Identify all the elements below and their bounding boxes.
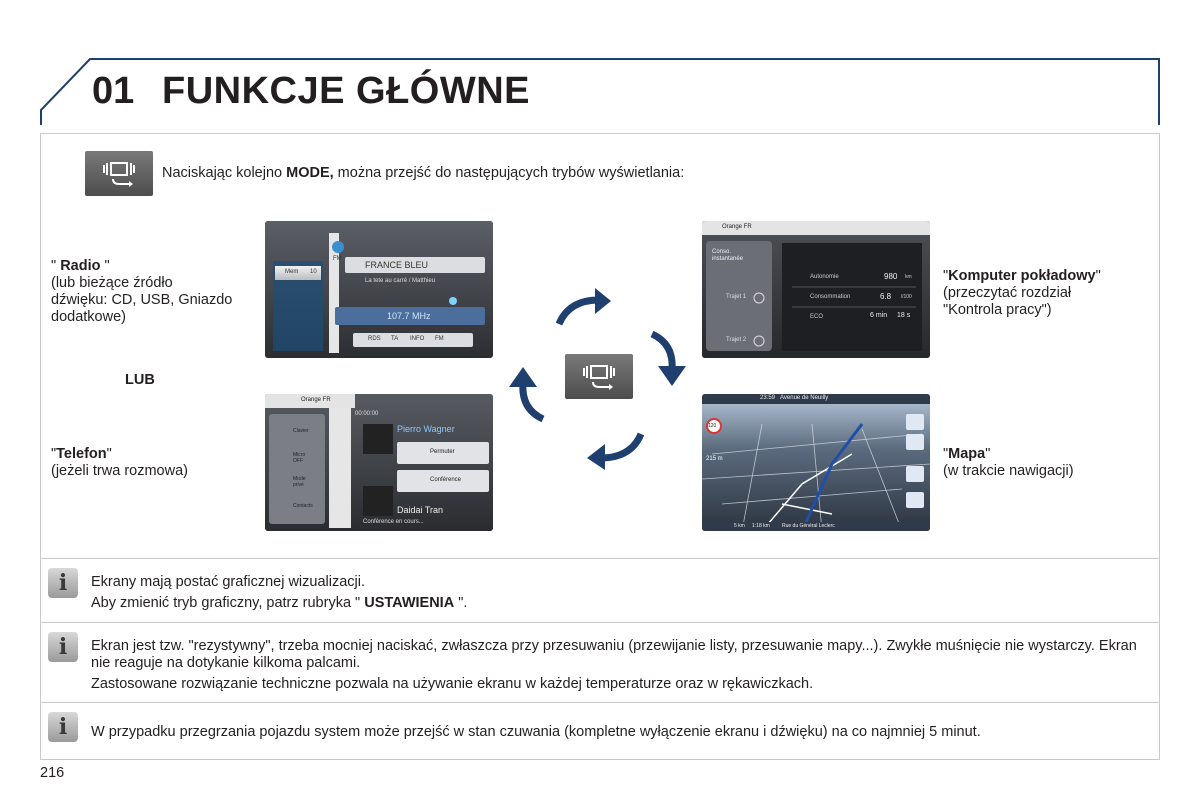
- map-time: 23:59: [760, 395, 776, 401]
- radio-screen: [265, 221, 493, 358]
- arrow-bottom-icon: [585, 430, 645, 470]
- phone-menu-private: Mode privé: [293, 476, 306, 488]
- page-number: 216: [40, 765, 65, 781]
- radio-station: FRANCE BLEU: [365, 260, 429, 270]
- mode-button-center-icon: [565, 354, 633, 399]
- arrow-right-icon: [648, 330, 690, 388]
- radio-memo-label: Mem: [285, 269, 299, 275]
- radio-label: " Radio " (lub bieżące źródło dźwięku: CD, USB, Gniazdo dodatkowe): [51, 258, 233, 325]
- phone-label: "Telefon" (jeżeli trwa rozmowa): [51, 446, 188, 479]
- computer-row-1-value: 980: [884, 272, 898, 281]
- computer-row-1-label: Autonomie: [810, 274, 839, 280]
- phone-action-switch: Permuter: [430, 449, 455, 455]
- map-label: "Mapa" (w trakcie nawigacji): [943, 446, 1074, 479]
- info-icon: i: [48, 632, 78, 662]
- phone-menu-keypad: Clavier: [293, 428, 309, 434]
- arrow-left-icon: [505, 365, 547, 423]
- radio-band: FM: [333, 256, 342, 262]
- map-screen: [702, 394, 930, 531]
- phone-carrier: Orange FR: [301, 397, 331, 403]
- computer-trip2: Trajet 2: [726, 337, 747, 343]
- separator: [41, 558, 1159, 559]
- computer-row-2-label: Consommation: [810, 294, 851, 300]
- info-icon: i: [48, 712, 78, 742]
- mode-button-icon: [85, 151, 153, 196]
- computer-row-1-unit: km: [905, 274, 912, 280]
- phone-caller-1: Pierro Wagner: [397, 424, 455, 434]
- map-bottom-mid: 1:18 km: [752, 523, 770, 529]
- phone-status: Conférence en cours...: [363, 519, 424, 525]
- radio-memo-value: 10: [310, 269, 317, 275]
- arrow-top-icon: [555, 288, 615, 328]
- separator: [41, 702, 1159, 703]
- phone-screen: [265, 394, 493, 531]
- computer-row-2-value: 6.8: [880, 292, 892, 301]
- chapter-number: 01: [92, 70, 135, 112]
- computer-screen: [702, 221, 930, 358]
- note-3: W przypadku przegrzania pojazdu system może przejść w stan czuwania (kompletne wyłączenie ekranu i dźwięku) na co najmniej 5 minut.: [91, 724, 981, 740]
- computer-row-3-label: ECO: [810, 314, 824, 320]
- chapter-header: [40, 58, 1160, 126]
- separator: [41, 622, 1159, 623]
- chapter-title: FUNKCJE GŁÓWNE: [162, 70, 530, 112]
- phone-menu-micro: Micro OFF: [293, 452, 306, 464]
- phone-action-conference: Conférence: [430, 477, 462, 483]
- map-distance: 215 m: [706, 456, 723, 462]
- radio-btn-ta: TA: [391, 336, 399, 342]
- radio-frequency: 107.7 MHz: [387, 311, 431, 321]
- phone-caller-2: Daidai Tran: [397, 505, 444, 515]
- computer-row-3-value: 6 min: [870, 312, 888, 319]
- or-label: LUB: [125, 372, 155, 388]
- map-bottom-street: Rue du Général Leclerc: [782, 523, 835, 529]
- radio-btn-rds: RDS: [368, 336, 381, 342]
- computer-row-2-unit: l/100: [901, 294, 912, 300]
- computer-carrier: Orange FR: [722, 224, 752, 230]
- note-2: Ekran jest tzw. "rezystywny", trzeba mocniej naciskać, zwłaszcza przy przesuwaniu (przewijanie listy, przesuwanie mapy...). Zwykłe muśnięcie nie wystarczy. Ekran nie reaguje na dotykanie kilkoma palcami. Zastosowane rozwiązanie techniczne pozwala na używanie ekranu w każdej temperaturze oraz w rękawiczkach.: [91, 638, 1137, 692]
- computer-conso-label: Conso. instantanée: [712, 249, 744, 262]
- note-1: Ekrany mają postać graficznej wizualizacji. Aby zmienić tryb graficzny, patrz rubryka " USTAWIENIA ".: [91, 574, 468, 611]
- info-icon: i: [48, 568, 78, 598]
- radio-btn-fm: FM: [435, 336, 444, 342]
- radio-song: La tete au carré / Matthieu: [365, 278, 436, 284]
- computer-row-3-unit: 18 s: [897, 312, 911, 319]
- map-street: Avenue de Neuilly: [780, 395, 829, 401]
- computer-trip1: Trajet 1: [726, 294, 747, 300]
- map-speed-limit: 120: [708, 423, 717, 429]
- intro-text: Naciskając kolejno MODE, można przejść do następujących trybów wyświetlania:: [162, 165, 685, 181]
- phone-menu-contacts: Contacts: [293, 503, 313, 509]
- phone-timer: 00:00:00: [355, 411, 379, 417]
- computer-label: "Komputer pokładowy" (przeczytać rozdział "Kontrola pracy"): [943, 268, 1101, 318]
- radio-btn-info: INFO: [410, 336, 425, 342]
- map-bottom-left: 5 km: [734, 523, 745, 529]
